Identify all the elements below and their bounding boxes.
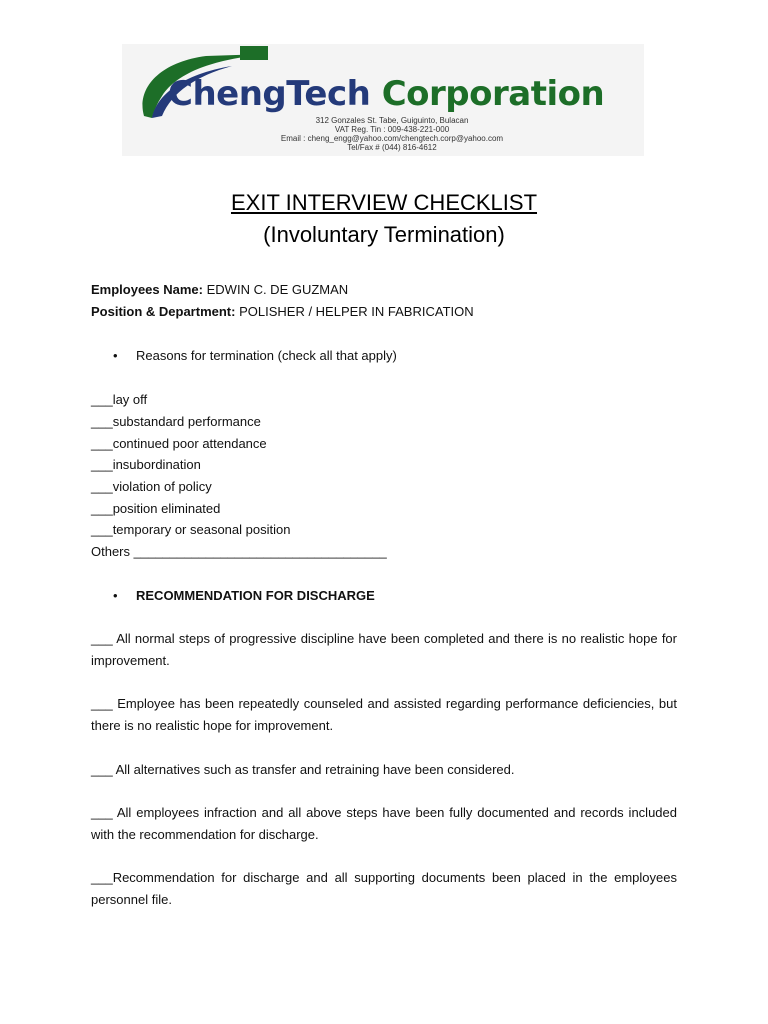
position-department-value: POLISHER / HELPER IN FABRICATION [239,304,474,319]
recommendation-item: ___Recommendation for discharge and all supporting documents been placed in the employees personnel file. [91,870,677,907]
reasons-bullet: • [113,348,118,363]
recommendation-heading: RECOMMENDATION FOR DISCHARGE [136,588,375,603]
recommendation-item: ___ All employees infraction and all above steps have been fully documented and records included with the recommendation for discharge. [91,805,677,842]
recommendation-bullet: • [113,588,118,603]
company-telfax: Tel/Fax # (044) 816-4612 [347,143,437,152]
reason-temporary-position: ___temporary or seasonal position [91,522,291,537]
reason-position-eliminated: ___position eliminated [91,501,221,516]
document-title: EXIT INTERVIEW CHECKLIST [230,190,538,215]
recommendation-item: ___ Employee has been repeatedly counseled and assisted regarding performance deficiencies, but there is no realistic hope for improvement. [91,696,677,733]
reason-others: Others ___________________________________ [91,544,387,559]
reason-insubordination: ___insubordination [91,457,201,472]
reason-substandard-performance: ___substandard performance [91,414,261,429]
document-subtitle: (Involuntary Termination) [263,222,505,247]
company-name-corporation: Corporation [381,74,605,114]
position-department-row [91,304,474,320]
employee-name-value: EDWIN C. DE GUZMAN [206,282,349,297]
reason-poor-attendance: ___continued poor attendance [91,436,267,451]
position-department-label: Position & Department: [91,304,236,319]
employee-name-label: Employees Name: [91,282,203,297]
letterhead [122,44,644,156]
employee-name-row [91,282,348,298]
reasons-heading: Reasons for termination (check all that apply) [136,348,397,363]
reason-violation-of-policy: ___violation of policy [91,479,212,494]
company-name-chengtech: ChengTech [168,74,371,114]
recommendation-item: ___ All alternatives such as transfer and retraining have been considered. [91,762,515,777]
reason-lay-off: ___lay off [91,392,148,407]
recommendation-item: ___ All normal steps of progressive discipline have been completed and there is no realistic hope for improvement. [91,631,677,668]
company-vat: VAT Reg. Tin : 009-438-221-000 [334,125,450,134]
company-email: Email : cheng_engg@yahoo.com/chengtech.corp@yahoo.com [280,134,504,143]
company-name [168,74,604,114]
company-address: 312 Gonzales St. Tabe, Guiguinto, Bulacan [315,116,469,125]
